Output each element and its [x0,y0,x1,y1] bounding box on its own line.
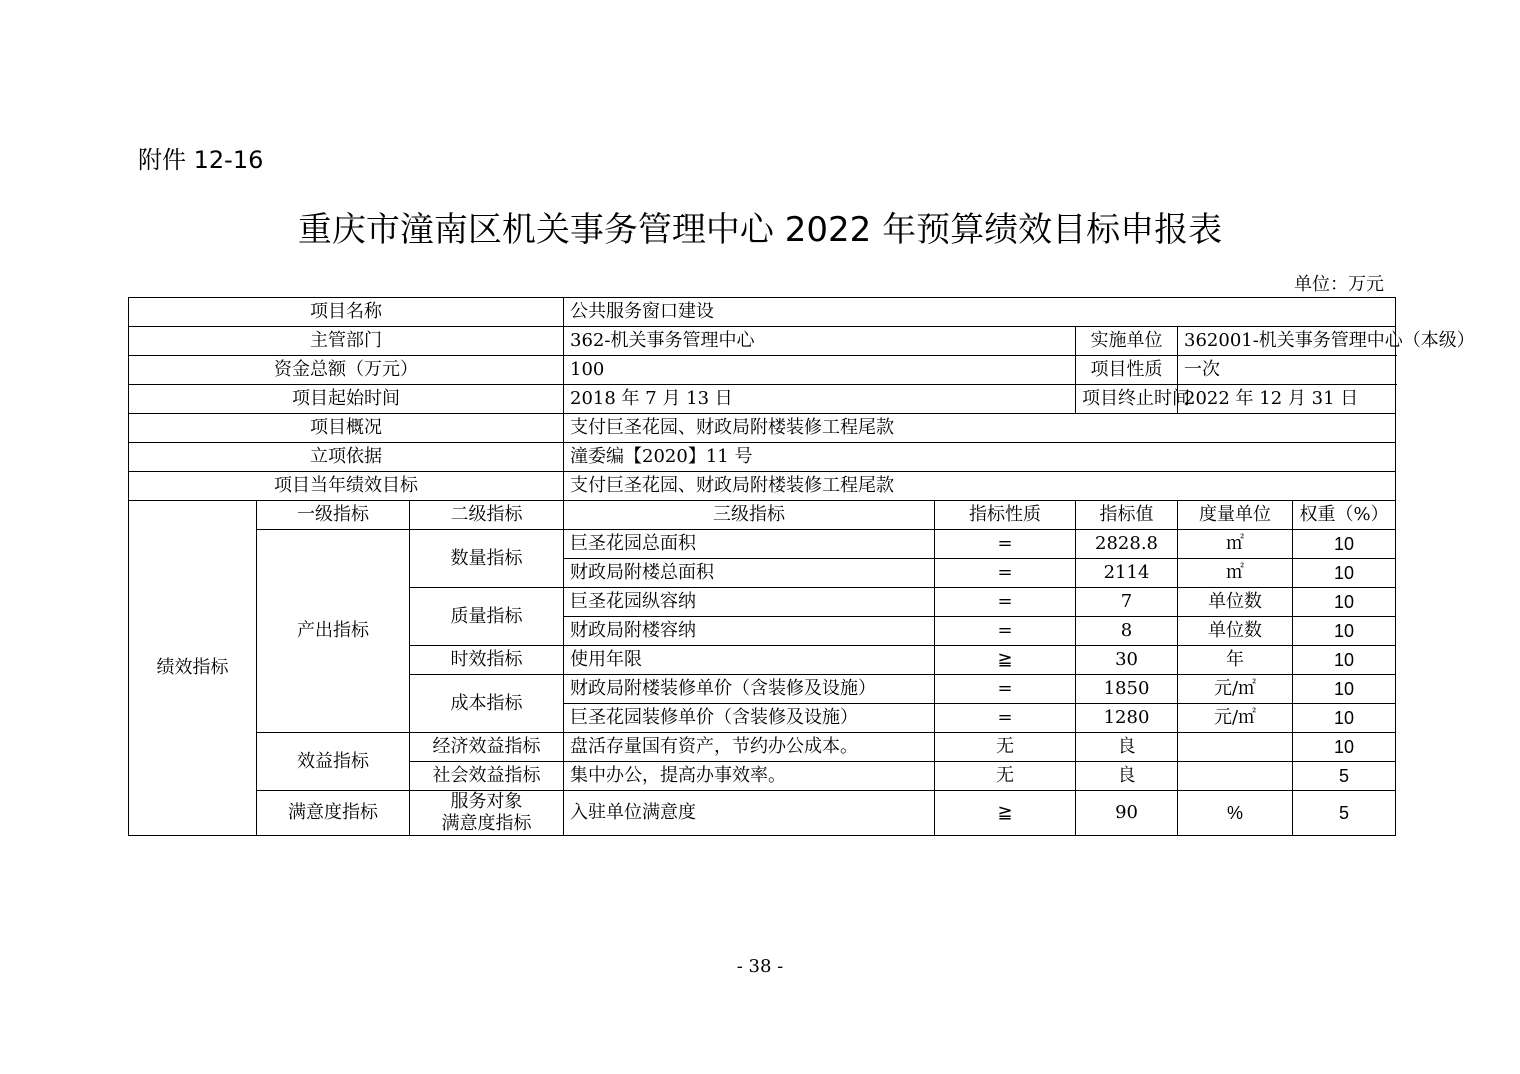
indicator-weight: 10 [1293,646,1396,675]
indicator-nature: 无 [935,762,1076,791]
indicator-value: 良 [1076,762,1178,791]
indicator-nature: ≧ [935,791,1076,836]
start-label: 项目起始时间 [129,385,564,414]
indicator-unit: % [1178,791,1293,836]
unit-label: 单位：万元 [1294,274,1384,295]
indicator-weight: 10 [1293,617,1396,646]
indicator-nature: = [935,588,1076,617]
row-overview [129,414,1396,443]
level2-service-satisfaction [410,791,564,836]
indicator-unit [1178,733,1293,762]
indicator-name: 集中办公，提高办事效率。 [564,762,935,791]
row-goal [129,472,1396,501]
row-department [129,327,1396,356]
header-nature: 指标性质 [935,501,1076,530]
start-value: 2018 年 7 月 13 日 [564,385,1076,414]
overview-value: 支付巨圣花园、财政局附楼装修工程尾款 [564,414,1396,443]
dept-label: 主管部门 [129,327,564,356]
impl-unit-value: 362001-机关事务管理中心（本级） [1178,327,1396,356]
indicator-row [129,791,1396,836]
level1-benefit: 效益指标 [257,733,410,791]
indicator-name: 盘活存量国有资产，节约办公成本。 [564,733,935,762]
basis-value: 潼委编【2020】11 号 [564,443,1396,472]
budget-performance-table [128,297,1475,836]
level2-cost: 成本指标 [410,675,564,733]
indicator-nature: = [935,617,1076,646]
indicator-header-row [129,501,1396,530]
goal-label: 项目当年绩效目标 [129,472,564,501]
row-project-name [129,298,1396,327]
impl-unit-label: 实施单位 [1076,327,1178,356]
nature-label: 项目性质 [1076,356,1178,385]
indicator-nature: = [935,530,1076,559]
row-total-funds [129,356,1396,385]
indicator-unit: ㎡ [1178,559,1293,588]
indicator-unit: 单位数 [1178,617,1293,646]
header-unit: 度量单位 [1178,501,1293,530]
header-level1: 一级指标 [257,501,410,530]
indicator-weight: 10 [1293,704,1396,733]
indicator-weight: 5 [1293,762,1396,791]
indicator-unit: 单位数 [1178,588,1293,617]
level2-service-line2: 满意度指标 [441,813,532,834]
indicator-nature: = [935,704,1076,733]
indicator-weight: 5 [1293,791,1396,836]
indicator-weight: 10 [1293,588,1396,617]
level2-quantity: 数量指标 [410,530,564,588]
project-name-value: 公共服务窗口建设 [564,298,1396,327]
level1-output: 产出指标 [257,530,410,733]
level2-social: 社会效益指标 [410,762,564,791]
indicator-row [129,530,1396,559]
indicator-value: 2828.8 [1076,530,1178,559]
attachment-label: 附件 12-16 [138,146,264,174]
dept-value: 362-机关事务管理中心 [564,327,1076,356]
overview-label: 项目概况 [129,414,564,443]
indicator-nature: = [935,559,1076,588]
indicator-weight: 10 [1293,530,1396,559]
indicator-value: 1850 [1076,675,1178,704]
indicator-value: 7 [1076,588,1178,617]
row-basis [129,443,1396,472]
indicator-row [129,733,1396,762]
page-title: 重庆市潼南区机关事务管理中心 2022 年预算绩效目标申报表 [297,210,1223,250]
indicator-value: 90 [1076,791,1178,836]
level2-quality: 质量指标 [410,588,564,646]
indicator-value: 1280 [1076,704,1178,733]
indicator-weight: 10 [1293,733,1396,762]
indicator-nature: 无 [935,733,1076,762]
header-level2: 二级指标 [410,501,564,530]
page-number: - 38 - [736,956,784,977]
level2-economic: 经济效益指标 [410,733,564,762]
level1-satisfaction: 满意度指标 [257,791,410,836]
indicator-unit: ㎡ [1178,530,1293,559]
indicator-value: 良 [1076,733,1178,762]
indicator-name: 入驻单位满意度 [564,791,935,836]
indicator-weight: 10 [1293,675,1396,704]
header-value: 指标值 [1076,501,1178,530]
indicator-name: 财政局附楼容纳 [564,617,935,646]
indicator-value: 30 [1076,646,1178,675]
row-dates [129,385,1396,414]
indicator-unit [1178,762,1293,791]
indicator-name: 巨圣花园总面积 [564,530,935,559]
indicator-nature: = [935,675,1076,704]
indicator-unit: 年 [1178,646,1293,675]
indicator-value: 2114 [1076,559,1178,588]
header-weight: 权重（%） [1293,501,1396,530]
end-value: 2022 年 12 月 31 日 [1178,385,1396,414]
header-level3: 三级指标 [564,501,935,530]
indicator-weight: 10 [1293,559,1396,588]
level2-timeliness: 时效指标 [410,646,564,675]
basis-label: 立项依据 [129,443,564,472]
total-funds-label: 资金总额（万元） [129,356,564,385]
indicator-value: 8 [1076,617,1178,646]
indicator-name: 使用年限 [564,646,935,675]
nature-value: 一次 [1178,356,1396,385]
indicator-name: 巨圣花园纵容纳 [564,588,935,617]
total-funds-value: 100 [564,356,1076,385]
indicator-unit: 元/㎡ [1178,704,1293,733]
indicator-name: 财政局附楼总面积 [564,559,935,588]
goal-value: 支付巨圣花园、财政局附楼装修工程尾款 [564,472,1396,501]
indicator-name: 巨圣花园装修单价（含装修及设施） [564,704,935,733]
level2-service-line1: 服务对象 [450,791,523,812]
end-label: 项目终止时间 [1076,385,1178,414]
indicator-unit: 元/㎡ [1178,675,1293,704]
performance-indicators-label: 绩效指标 [129,501,257,836]
indicator-name: 财政局附楼装修单价（含装修及设施） [564,675,935,704]
project-name-label: 项目名称 [129,298,564,327]
indicator-nature: ≧ [935,646,1076,675]
